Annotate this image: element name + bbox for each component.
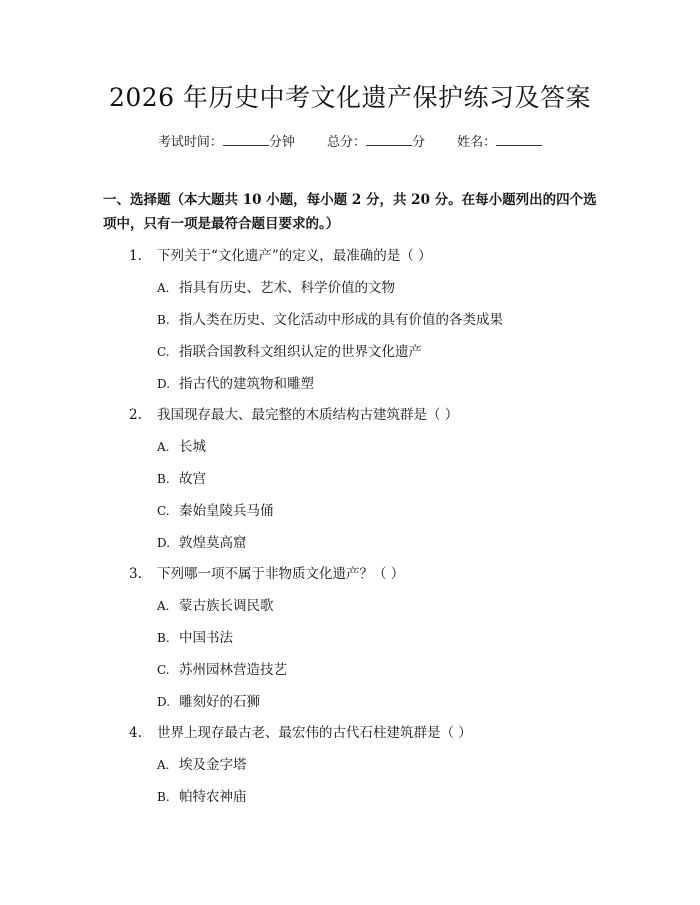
option-letter: B.	[157, 790, 170, 804]
option-letter: B.	[157, 631, 170, 645]
option-letter: C.	[157, 663, 170, 677]
option	[157, 435, 206, 455]
section-heading-line: 一、选择题（本大题共 10 小题，每小题 2 分，共 20 分。在每小题列出的四个选	[103, 192, 597, 208]
question-number: 3.	[129, 566, 142, 582]
name-blank	[496, 133, 542, 146]
option-text: 敦煌莫高窟	[179, 535, 247, 551]
question-1	[129, 244, 432, 264]
section-heading	[103, 188, 603, 236]
option-text: 秦始皇陵兵马俑	[179, 503, 274, 519]
option-text: 埃及金字塔	[179, 757, 247, 773]
option-text: 帕特农神庙	[179, 789, 247, 805]
option-letter: D.	[157, 536, 171, 550]
name-label: 姓名：	[457, 135, 497, 150]
option	[157, 594, 274, 614]
option-text: 指联合国教科文组织认定的世界文化遗产	[179, 344, 422, 360]
question-text: 我国现存最大、最完整的木质结构古建筑群是（ ）	[157, 407, 459, 423]
name-field	[457, 131, 542, 150]
option-letter: D.	[157, 377, 171, 391]
question-number: 1.	[129, 248, 142, 264]
option	[157, 690, 260, 710]
score-label: 总分：	[326, 135, 366, 150]
option	[157, 372, 314, 392]
option-letter: A.	[157, 281, 170, 295]
option-text: 指古代的建筑物和雕塑	[179, 376, 314, 392]
option-text: 中国书法	[179, 630, 233, 646]
option-text: 蒙古族长调民歌	[179, 598, 274, 614]
question-text: 世界上现存最古老、最宏伟的古代石柱建筑群是（ ）	[157, 725, 472, 741]
option-letter: C.	[157, 504, 170, 518]
question-text: 下列哪一项不属于非物质文化遗产？（ ）	[157, 566, 405, 582]
option	[157, 626, 233, 646]
option	[157, 340, 422, 360]
score-blank	[366, 133, 412, 146]
option-text: 指具有历史、艺术、科学价值的文物	[179, 280, 395, 296]
score-field	[327, 131, 425, 150]
time-unit: 分钟	[268, 135, 295, 150]
option	[157, 785, 247, 805]
option-text: 苏州园林营造技艺	[179, 662, 287, 678]
exam-info	[0, 131, 700, 150]
option	[157, 276, 395, 296]
question-text: 下列关于“文化遗产”的定义，最准确的是（ ）	[157, 248, 432, 264]
score-unit: 分	[412, 135, 426, 150]
question-3	[129, 562, 404, 582]
option	[157, 499, 274, 519]
question-2	[129, 403, 458, 423]
option-text: 故宫	[179, 471, 206, 487]
option-letter: C.	[157, 345, 170, 359]
option	[157, 753, 247, 773]
time-blank	[223, 133, 269, 146]
option	[157, 658, 287, 678]
option-letter: A.	[157, 440, 170, 454]
option-letter: B.	[157, 313, 170, 327]
option-text: 指人类在历史、文化活动中形成的具有价值的各类成果	[179, 312, 503, 328]
option-letter: D.	[157, 695, 171, 709]
time-label: 考试时间：	[157, 135, 223, 150]
option-letter: A.	[157, 599, 170, 613]
question-number: 2.	[129, 407, 142, 423]
question-number: 4.	[129, 725, 142, 741]
time-field	[158, 131, 295, 150]
option-letter: B.	[157, 472, 170, 486]
section-heading-line: 项中，只有一项是最符合题目要求的。）	[103, 216, 340, 232]
option-text: 雕刻好的石狮	[179, 694, 260, 710]
question-4	[129, 721, 472, 741]
option	[157, 531, 247, 551]
option-letter: A.	[157, 758, 170, 772]
option-text: 长城	[179, 439, 206, 455]
page-title: 2026 年历史中考文化遗产保护练习及答案	[108, 83, 592, 112]
option	[157, 467, 206, 487]
option	[157, 308, 503, 328]
